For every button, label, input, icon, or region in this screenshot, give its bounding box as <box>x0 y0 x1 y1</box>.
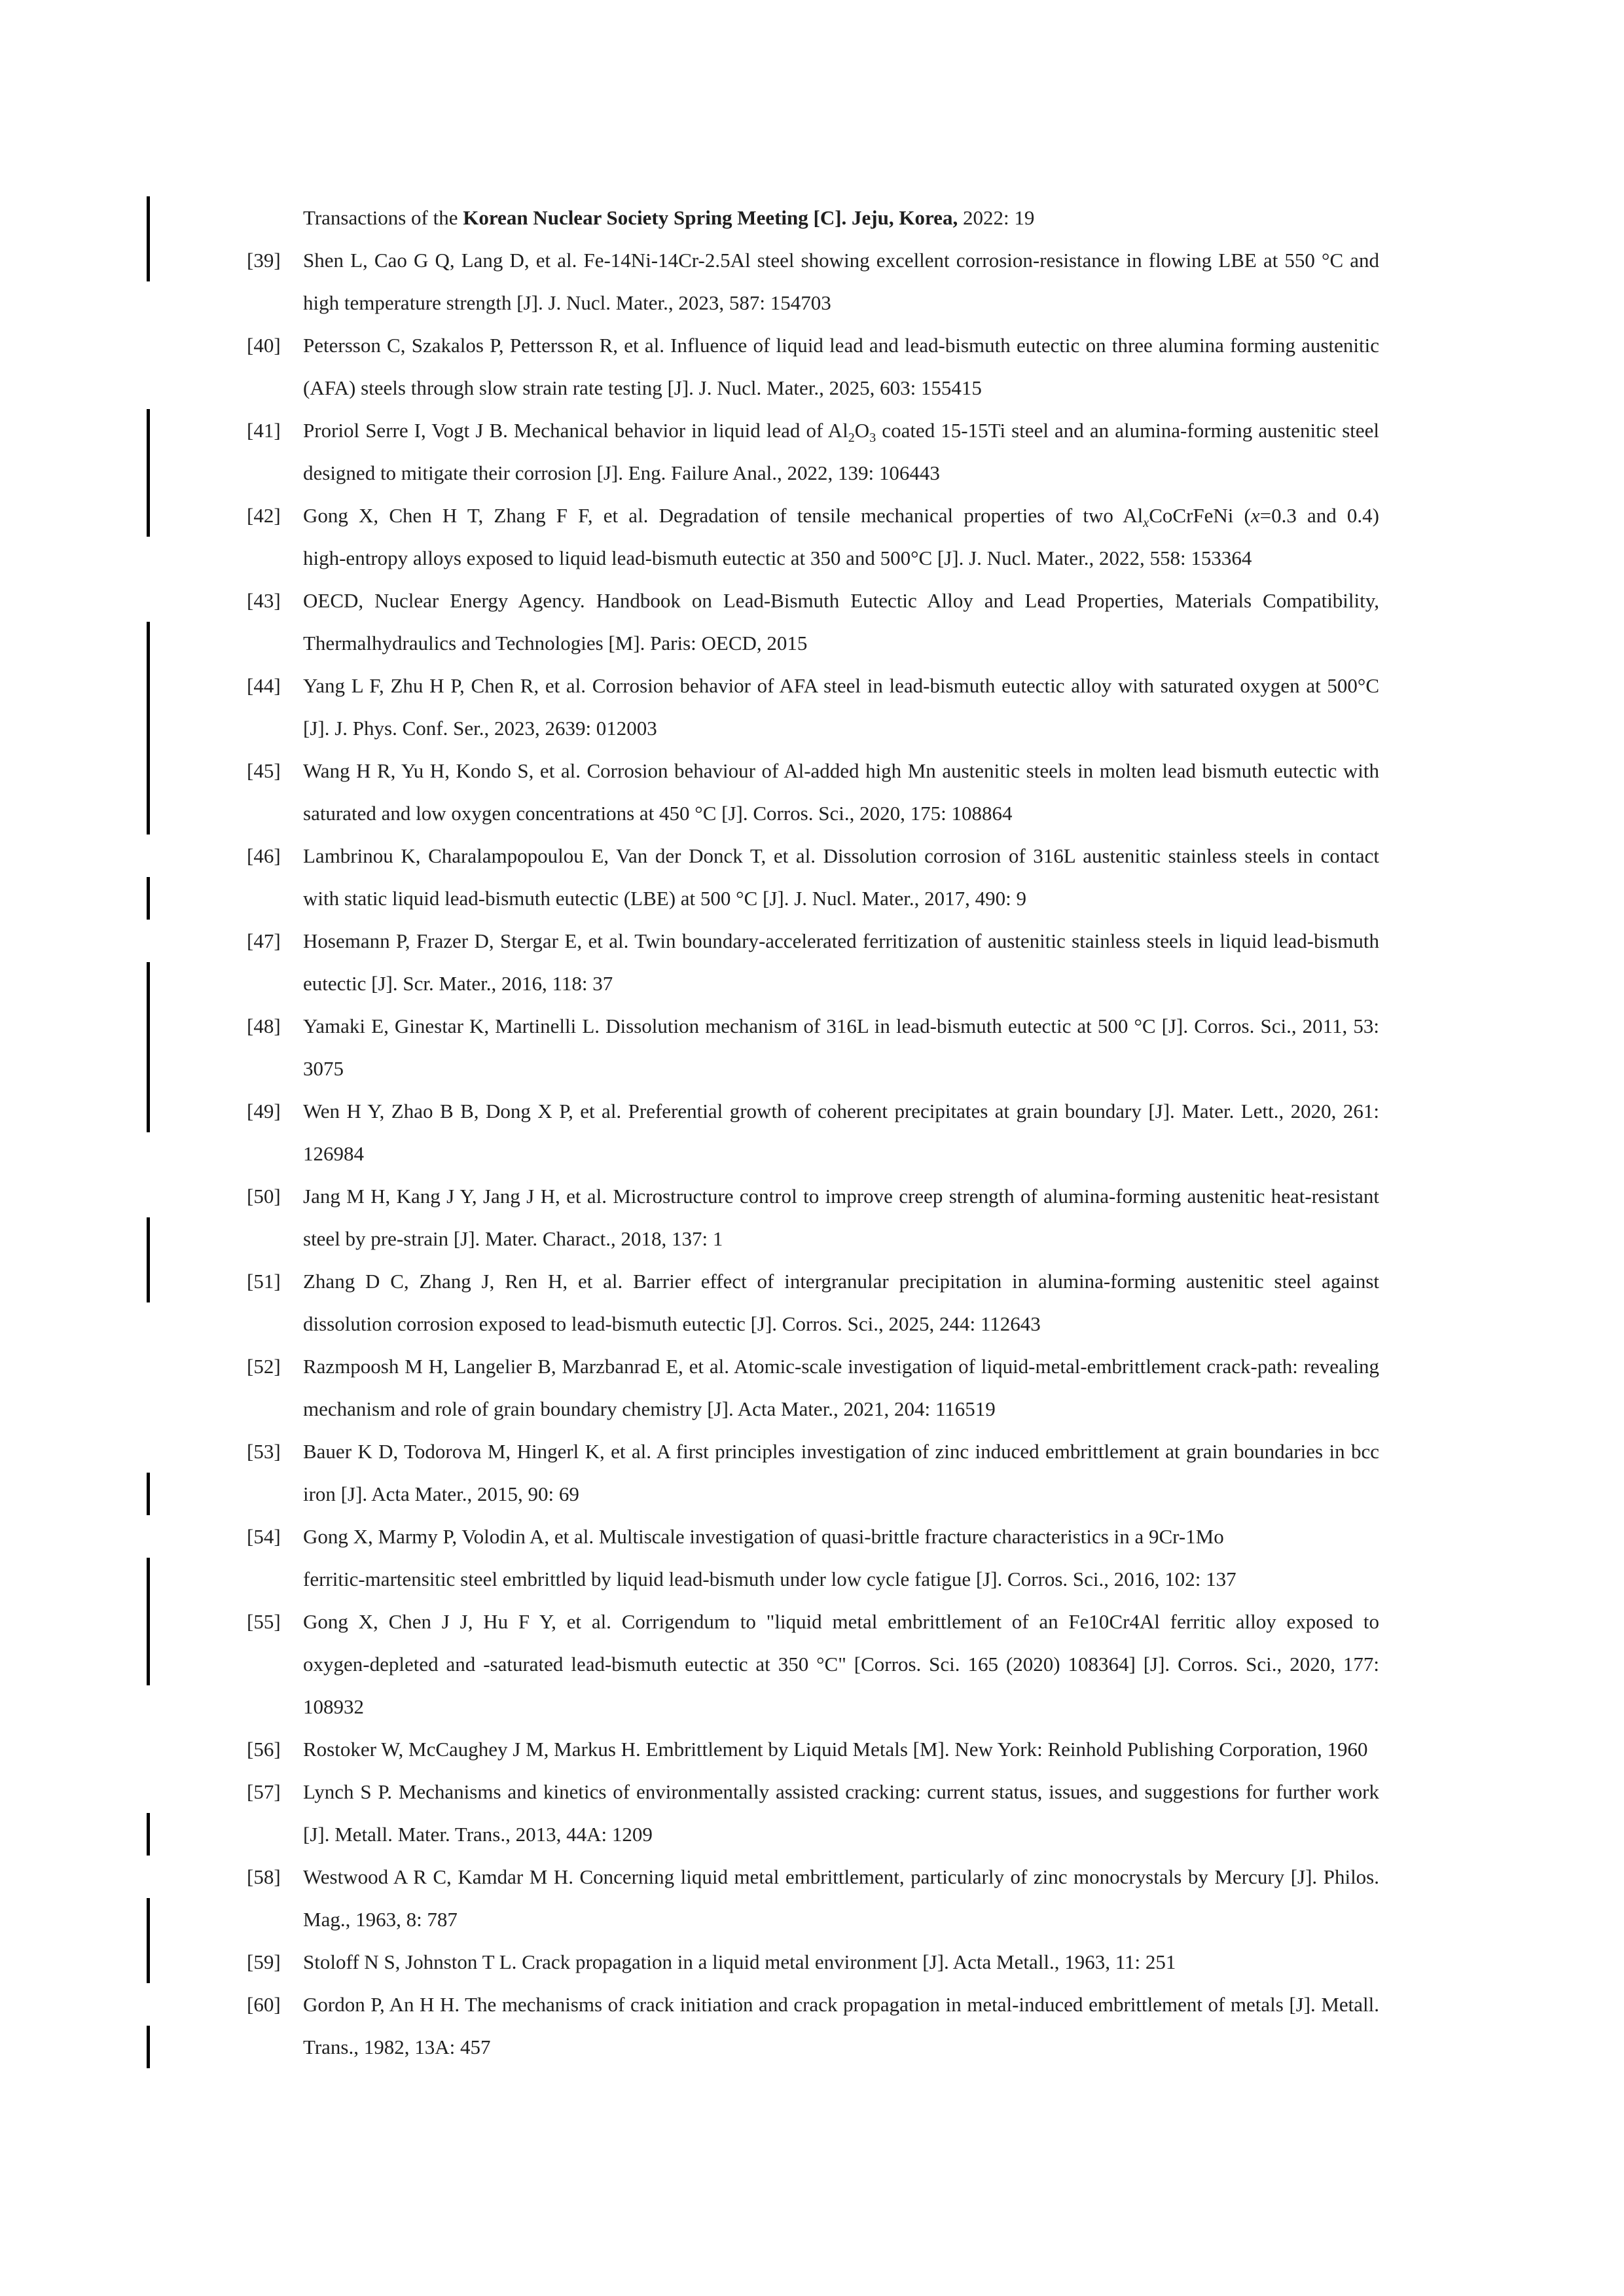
reference-line: Wen H Y, Zhao B B, Dong X P, et al. Preferential growth of coherent precipitates at grain boundary [J]. Mater. Lett., 2020, 261: <box>303 1100 1379 1122</box>
reference-item <box>247 664 1379 749</box>
reference-number: [60] <box>247 1993 281 2016</box>
reference-line: eutectic [J]. Scr. Mater., 2016, 118: 37 <box>303 972 613 995</box>
reference-item <box>247 1728 1379 1770</box>
reference-line: Stoloff N S, Johnston T L. Crack propagation in a liquid metal environment [J]. Acta Metall., 1963, 11: 251 <box>303 1950 1176 1973</box>
reference-line: Gong X, Marmy P, Volodin A, et al. Multiscale investigation of quasi-brittle fracture characteristics in a 9Cr-1Mo <box>303 1525 1224 1548</box>
reference-item <box>247 1260 1379 1345</box>
reference-number: [53] <box>247 1440 281 1463</box>
reference-item <box>247 1941 1379 1983</box>
reference-item <box>247 834 1379 920</box>
reference-line: mechanism and role of grain boundary chemistry [J]. Acta Mater., 2021, 204: 116519 <box>303 1397 996 1420</box>
change-bar <box>147 1217 150 1302</box>
reference-number: [47] <box>247 929 281 952</box>
references-list <box>247 196 1379 2068</box>
reference-line: Bauer K D, Todorova M, Hingerl K, et al. A first principles investigation of zinc induced embrittlement at grain boundaries in bcc <box>303 1440 1379 1463</box>
reference-line: OECD, Nuclear Energy Agency. Handbook on Lead-Bismuth Eutectic Alloy and Lead Properties, Materials Compatibility, <box>303 589 1379 612</box>
reference-number: [52] <box>247 1355 281 1378</box>
reference-line: Gong X, Chen J J, Hu F Y, et al. Corrigendum to "liquid metal embrittlement of an Fe10Cr4Al ferritic alloy exposed to <box>303 1610 1379 1633</box>
reference-line: Gong X, Chen H T, Zhang F F, et al. Degradation of tensile mechanical properties of two $Al_xCoCrFeNi$ (x=0.3 and 0.4) <box>303 504 1379 531</box>
reference-item <box>247 1175 1379 1260</box>
reference-line: Trans., 1982, 13A: 457 <box>303 2036 491 2058</box>
reference-line: designed to mitigate their corrosion [J]. Eng. Failure Anal., 2022, 139: 106443 <box>303 461 940 484</box>
reference-line: Lynch S P. Mechanisms and kinetics of environmentally assisted cracking: current status, issues, and suggestions for further work <box>303 1780 1379 1803</box>
change-bar <box>147 622 150 834</box>
reference-item <box>247 749 1379 834</box>
reference-item <box>247 1515 1379 1600</box>
reference-line: Shen L, Cao G Q, Lang D, et al. Fe-14Ni-14Cr-2.5Al steel showing excellent corrosion-resistance in flowing LBE at 550 °C and <box>303 249 1379 272</box>
reference-item <box>247 1600 1379 1728</box>
reference-number: [57] <box>247 1780 281 1803</box>
reference-line: Mag., 1963, 8: 787 <box>303 1908 458 1931</box>
reference-number: [49] <box>247 1100 281 1122</box>
reference-number: [44] <box>247 674 281 697</box>
reference-line: Yamaki E, Ginestar K, Martinelli L. Dissolution mechanism of 316L in lead-bismuth eutectic at 500 °C [J]. Corros. Sci., 2011, 53: <box>303 1014 1379 1037</box>
reference-number: [48] <box>247 1014 281 1037</box>
change-bar <box>147 1813 150 1856</box>
reference-item <box>247 1856 1379 1941</box>
reference-item <box>247 920 1379 1005</box>
reference-line: oxygen-depleted and -saturated lead-bismuth eutectic at 350 °C" [Corros. Sci. 165 (2020) 108364] [J]. Corros. Sci., 2020, 177: <box>303 1653 1379 1676</box>
reference-item <box>247 579 1379 664</box>
reference-line: Westwood A R C, Kamdar M H. Concerning liquid metal embrittlement, particularly of zinc monocrystals by Mercury [J]. Philos. <box>303 1865 1379 1888</box>
reference-line: 3075 <box>303 1057 344 1080</box>
reference-number: [43] <box>247 589 281 612</box>
reference-line: [J]. Metall. Mater. Trans., 2013, 44A: 1209 <box>303 1823 653 1846</box>
reference-item <box>247 1770 1379 1856</box>
reference-item <box>247 409 1379 494</box>
reference-line: Rostoker W, McCaughey J M, Markus H. Embrittlement by Liquid Metals [M]. New York: Reinhold Publishing Corporation, 1960 <box>303 1738 1368 1761</box>
reference-item <box>247 1983 1379 2068</box>
reference-number: [50] <box>247 1185 281 1208</box>
reference-line: Petersson C, Szakalos P, Pettersson R, et al. Influence of liquid lead and lead-bismuth eutectic on three alumina forming austenitic <box>303 334 1379 357</box>
change-bar <box>147 409 150 537</box>
reference-item <box>247 239 1379 324</box>
reference-number: [42] <box>247 504 281 527</box>
change-bar <box>147 1473 150 1515</box>
reference-line: Zhang D C, Zhang J, Ren H, et al. Barrier effect of intergranular precipitation in alumina-forming austenitic steel against <box>303 1270 1379 1293</box>
reference-line: Proriol Serre I, Vogt J B. Mechanical behavior in liquid lead of $Al_2O_3$ coated 15-15Ti steel and an alumina-forming austenitic steel <box>303 419 1379 446</box>
reference-item <box>247 1005 1379 1090</box>
reference-line: Gordon P, An H H. The mechanisms of crack initiation and crack propagation in metal-induced embrittlement of metals [J]. Metall. <box>303 1993 1379 2016</box>
change-bar <box>147 962 150 1132</box>
reference-line: saturated and low oxygen concentrations at 450 °C [J]. Corros. Sci., 2020, 175: 108864 <box>303 802 1013 825</box>
reference-item <box>247 196 1379 239</box>
reference-line: Hosemann P, Frazer D, Stergar E, et al. Twin boundary-accelerated ferritization of austenitic stainless steels in liquid lead-bismuth <box>303 929 1379 952</box>
reference-line: iron [J]. Acta Mater., 2015, 90: 69 <box>303 1482 579 1505</box>
reference-line: high temperature strength [J]. J. Nucl. Mater., 2023, 587: 154703 <box>303 291 831 314</box>
reference-number: [59] <box>247 1950 281 1973</box>
reference-number: [54] <box>247 1525 281 1548</box>
change-bar <box>147 2026 150 2068</box>
reference-item <box>247 324 1379 409</box>
reference-number: [58] <box>247 1865 281 1888</box>
reference-line: steel by pre-strain [J]. Mater. Charact., 2018, 137: 1 <box>303 1227 723 1250</box>
reference-line: high-entropy alloys exposed to liquid lead-bismuth eutectic at 350 and 500°C [J]. J. Nucl. Mater., 2022, 558: 153364 <box>303 547 1252 569</box>
change-bar <box>147 1558 150 1685</box>
reference-number: [56] <box>247 1738 281 1761</box>
reference-line: Razmpoosh M H, Langelier B, Marzbanrad E, et al. Atomic-scale investigation of liquid-metal-embrittlement crack-path: revealing <box>303 1355 1379 1378</box>
reference-number: [46] <box>247 844 281 867</box>
change-bar <box>147 196 150 281</box>
change-bar <box>147 1898 150 1983</box>
reference-line: Wang H R, Yu H, Kondo S, et al. Corrosion behaviour of Al-added high Mn austenitic steels in molten lead bismuth eutectic with <box>303 759 1379 782</box>
reference-line: dissolution corrosion exposed to lead-bismuth eutectic [J]. Corros. Sci., 2025, 244: 112643 <box>303 1312 1041 1335</box>
reference-line: ferritic-martensitic steel embrittled by liquid lead-bismuth under low cycle fatigue [J]. Corros. Sci., 2016, 102: 137 <box>303 1568 1236 1590</box>
change-bar <box>147 877 150 920</box>
reference-line: [J]. J. Phys. Conf. Ser., 2023, 2639: 012003 <box>303 717 657 740</box>
reference-number: [40] <box>247 334 281 357</box>
reference-line: Yang L F, Zhu H P, Chen R, et al. Corrosion behavior of AFA steel in lead-bismuth eutectic alloy with saturated oxygen at 500°C <box>303 674 1379 697</box>
reference-line: Jang M H, Kang J Y, Jang J H, et al. Microstructure control to improve creep strength of alumina-forming austenitic heat-resistant <box>303 1185 1379 1208</box>
reference-line: Transactions of the Korean Nuclear Society Spring Meeting [C]. Jeju, Korea, 2022: 19 <box>303 206 1035 229</box>
reference-line: Thermalhydraulics and Technologies [M]. Paris: OECD, 2015 <box>303 632 808 655</box>
reference-line: Lambrinou K, Charalampopoulou E, Van der Donck T, et al. Dissolution corrosion of 316L austenitic stainless steels in contact <box>303 844 1379 867</box>
reference-line: with static liquid lead-bismuth eutectic (LBE) at 500 °C [J]. J. Nucl. Mater., 2017, 490: 9 <box>303 887 1026 910</box>
reference-item <box>247 1345 1379 1430</box>
reference-line: 108932 <box>303 1695 364 1718</box>
reference-number: [51] <box>247 1270 281 1293</box>
reference-number: [55] <box>247 1610 281 1633</box>
reference-item <box>247 494 1379 579</box>
reference-item <box>247 1430 1379 1515</box>
reference-line: (AFA) steels through slow strain rate testing [J]. J. Nucl. Mater., 2025, 603: 155415 <box>303 376 982 399</box>
reference-line: 126984 <box>303 1142 364 1165</box>
reference-item <box>247 1090 1379 1175</box>
reference-number: [41] <box>247 419 281 442</box>
reference-number: [45] <box>247 759 281 782</box>
reference-number: [39] <box>247 249 281 272</box>
